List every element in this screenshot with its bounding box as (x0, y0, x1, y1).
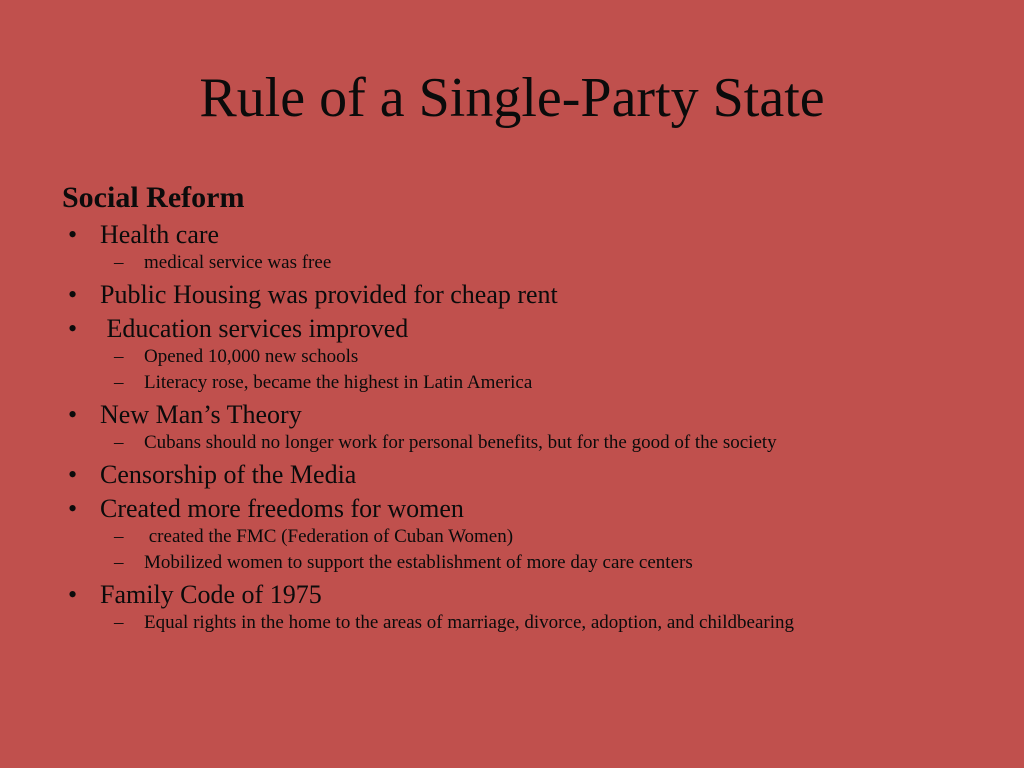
bullet-text: Public Housing was provided for cheap rent (100, 280, 558, 309)
slide-content (62, 178, 972, 638)
bullet-item (62, 278, 972, 312)
sub-marker: – (114, 612, 124, 633)
bullet-text: Health care (100, 220, 220, 249)
bullet-marker: • (68, 220, 78, 249)
bullet-marker: • (68, 314, 78, 343)
bullet-text: Education services improved (100, 314, 409, 343)
bullet-row (62, 492, 972, 526)
sub-item (62, 432, 972, 454)
bullet-row (62, 278, 972, 312)
sub-item (62, 372, 972, 394)
sub-marker: – (114, 552, 124, 573)
sub-item (62, 252, 972, 274)
sub-list (62, 526, 972, 574)
bullet-marker: • (68, 460, 78, 489)
bullet-row (62, 312, 972, 346)
bullet-text: Family Code of 1975 (100, 580, 322, 609)
sub-marker: – (114, 526, 124, 547)
sub-text: Literacy rose, became the highest in Latin America (144, 372, 533, 393)
bullet-item (62, 578, 972, 634)
sub-text: Equal rights in the home to the areas of marriage, divorce, adoption, and childbearing (144, 612, 795, 633)
bullet-item (62, 398, 972, 454)
sub-marker: – (114, 252, 124, 273)
sub-item (62, 346, 972, 368)
bullet-row (62, 398, 972, 432)
section-heading: Social Reform (62, 181, 245, 214)
sub-text: Mobilized women to support the establishment of more day care centers (144, 552, 693, 573)
bullet-text: Censorship of the Media (100, 460, 357, 489)
bullet-item (62, 218, 972, 274)
sub-marker: – (114, 372, 124, 393)
sub-text: Cubans should no longer work for personal benefits, but for the good of the society (144, 432, 777, 453)
sub-marker: – (114, 346, 124, 367)
bullet-marker: • (68, 400, 78, 429)
bullet-row (62, 458, 972, 492)
bullet-item (62, 492, 972, 574)
bullet-text: New Man’s Theory (100, 400, 302, 429)
bullet-marker: • (68, 580, 78, 609)
sub-text: medical service was free (144, 252, 332, 273)
sub-list (62, 612, 972, 634)
bullet-list (62, 218, 972, 634)
sub-list (62, 252, 972, 274)
sub-text: created the FMC (Federation of Cuban Women) (144, 526, 514, 547)
sub-item (62, 552, 972, 574)
bullet-text: Created more freedoms for women (100, 494, 464, 523)
bullet-item (62, 458, 972, 492)
sub-list (62, 432, 972, 454)
bullet-marker: • (68, 280, 78, 309)
sub-list (62, 346, 972, 394)
sub-item (62, 612, 972, 634)
bullet-marker: • (68, 494, 78, 523)
sub-marker: – (114, 432, 124, 453)
bullet-item (62, 312, 972, 394)
bullet-row (62, 578, 972, 612)
slide-title: Rule of a Single-Party State (199, 67, 825, 129)
sub-text: Opened 10,000 new schools (144, 346, 359, 367)
sub-item (62, 526, 972, 548)
bullet-row (62, 218, 972, 252)
